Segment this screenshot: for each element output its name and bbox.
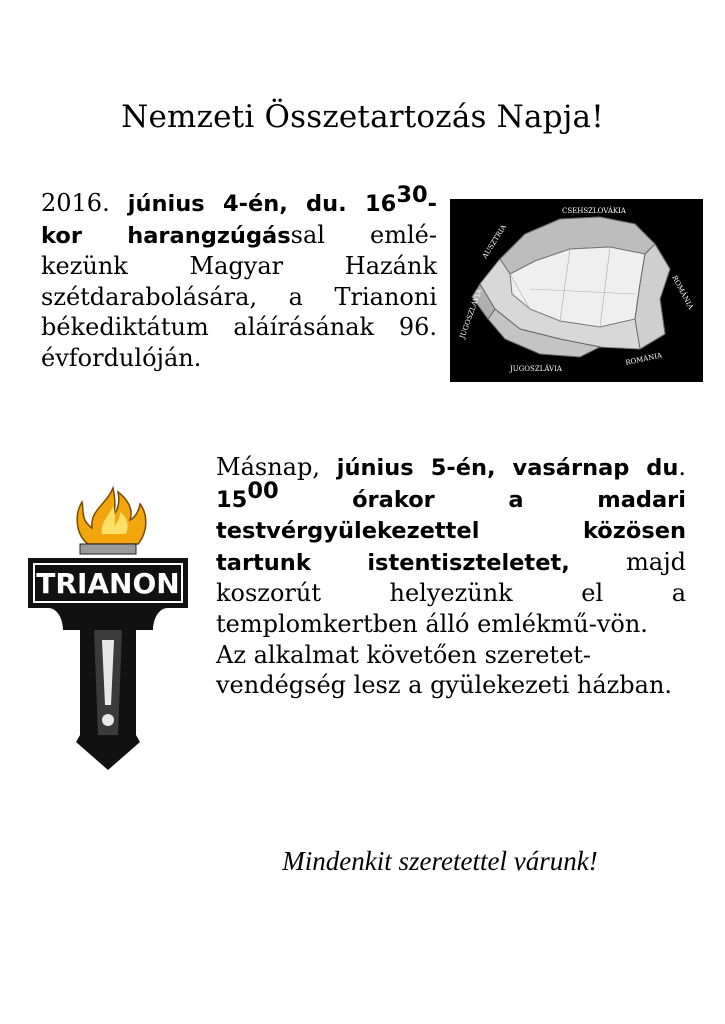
service-minute-superscript: 00 [247,477,279,504]
wreath-text: koszorút helyezünk el a [216,579,686,608]
reception-place-text: vendégség lesz a gyülekezeti [216,671,570,700]
closing-invitation: Mindenkit szeretettel várunk! [282,846,598,876]
house-text: házban. [576,671,673,700]
service-hour-text: 15 [216,486,248,513]
service-date-text: június 5-én, vasárnap [336,455,630,481]
paragraph-anniversary [41,182,437,374]
map-label-austria: AUSZTRIA [480,223,509,261]
reception-text: Az alkalmat követően szeretet- [216,640,592,669]
dismemberment-text: szétdarabolására, a Trianoni [41,282,437,311]
memorial-text: vön. [596,609,648,638]
trianon-emblem [18,480,198,770]
time-superscript: 30 [396,182,428,208]
next-day-text: Másnap, [216,453,320,481]
year-text: 2016. [41,189,110,217]
date-text: június 4-én, du. 16 [127,191,397,217]
sister-congregation-text: testvérgyülekezettel közösen [216,518,686,545]
garden-text: templomkertben álló emlékmű- [216,609,597,638]
homeland-text: kezünk Magyar Hazánk [41,252,437,281]
treaty-text: békediktátum aláírásának [41,313,375,342]
emblem-text: TRIANON [36,567,180,600]
torch-t-icon [28,558,188,770]
worship-text: tartunk istentiszteletet, [216,549,570,576]
then-text: majd [626,547,686,576]
flame-icon [77,488,146,544]
remember-text: sal emlé- [290,220,437,249]
page-title: Nemzeti Összetartozás Napja! [121,98,604,135]
trianon-map-image [450,199,703,382]
dash-text: - [427,191,437,217]
map-label-romania-south: ROMÁNIA [624,351,663,367]
map-label-yugoslavia-west: JUGOSZLÁVIA [458,288,484,340]
afternoon-text: du [646,455,679,481]
madari-text: órakor a madari [352,486,686,513]
bell-ringing-text: kor harangzúgás [41,222,291,249]
map-label-czechoslovakia: CSEHSZLOVÁKIA [562,207,626,215]
map-label-yugoslavia-south: JUGOSZLÁVIA [510,365,562,373]
period-text: . [678,453,686,481]
map-label-romania-north: ROMÁNIA [670,274,695,311]
anniversary-text: 96. évfordulóján. [41,313,437,372]
paragraph-service [216,452,686,701]
